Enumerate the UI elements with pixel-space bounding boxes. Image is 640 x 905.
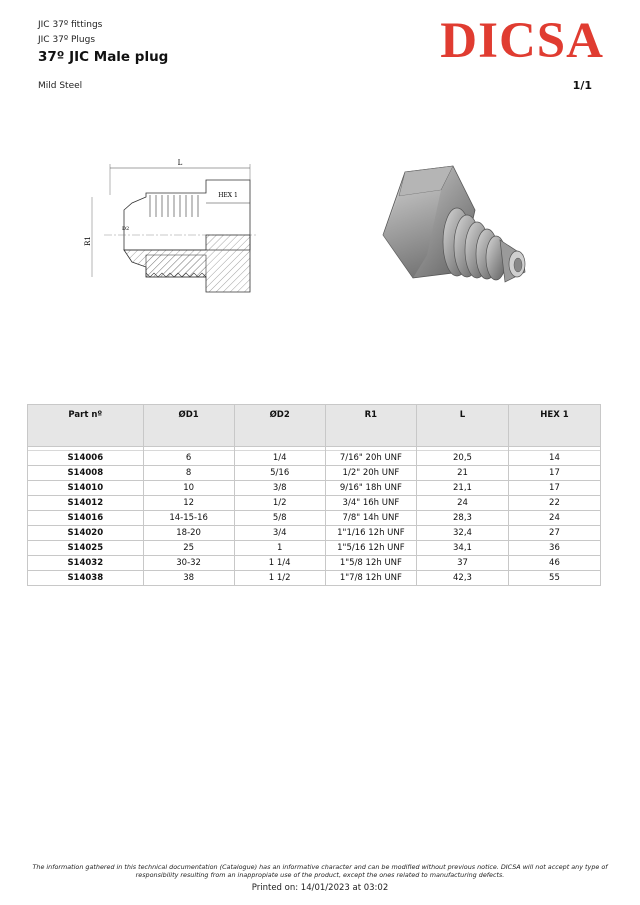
- product-table: [27, 404, 601, 586]
- table-cell: 1 1/2: [234, 571, 325, 586]
- table-cell: 24: [508, 511, 600, 526]
- hex-dimension-label: HEX 1: [218, 192, 238, 199]
- table-header-row: [28, 405, 601, 447]
- table-cell: 17: [508, 481, 600, 496]
- table-cell: 55: [508, 571, 600, 586]
- table-cell: 21: [417, 466, 509, 481]
- table-row: [28, 481, 601, 496]
- page-title: 37º JIC Male plug: [38, 49, 169, 65]
- category-breadcrumb: JIC 37º fittings: [38, 20, 103, 30]
- table-cell: 1/2" 20h UNF: [325, 466, 416, 481]
- table-cell: 1: [234, 541, 325, 556]
- technical-drawing: [84, 155, 264, 295]
- table-cell: 3/8: [234, 481, 325, 496]
- part-number-cell: S14032: [28, 556, 144, 571]
- product-photo: [375, 160, 535, 305]
- table-cell: 36: [508, 541, 600, 556]
- table-cell: 34,1: [417, 541, 509, 556]
- table-cell: 46: [508, 556, 600, 571]
- table-cell: 14-15-16: [143, 511, 234, 526]
- part-number-cell: S14006: [28, 451, 144, 466]
- diameter-dimension-label: D2: [122, 226, 130, 232]
- thread-dimension-label: R1: [84, 236, 92, 246]
- column-header: HEX 1: [508, 405, 600, 447]
- part-number-cell: S14016: [28, 511, 144, 526]
- table-cell: 25: [143, 541, 234, 556]
- page-number: 1/1: [572, 79, 592, 92]
- table-row: [28, 571, 601, 586]
- table-cell: 1"5/16 12h UNF: [325, 541, 416, 556]
- column-header: ØD2: [234, 405, 325, 447]
- table-cell: 17: [508, 466, 600, 481]
- legal-disclaimer: The information gathered in this technical documentation (Catalogue) has an informative character and can be modified without previous notice. DICSA will not accept any type of responsibility resulting from an inappropiate use of the product, except the ones related to manufacturing defects.: [32, 863, 608, 879]
- table-cell: 12: [143, 496, 234, 511]
- table-cell: 27: [508, 526, 600, 541]
- subcategory-breadcrumb: JIC 37º Plugs: [38, 35, 96, 45]
- table-row: [28, 511, 601, 526]
- column-header: L: [417, 405, 509, 447]
- table-cell: 18-20: [143, 526, 234, 541]
- table-cell: 6: [143, 451, 234, 466]
- table-cell: 5/8: [234, 511, 325, 526]
- part-number-cell: S14008: [28, 466, 144, 481]
- table-cell: 7/8" 14h UNF: [325, 511, 416, 526]
- table-row: [28, 526, 601, 541]
- table-cell: 21,1: [417, 481, 509, 496]
- table-cell: 1/4: [234, 451, 325, 466]
- column-header: R1: [325, 405, 416, 447]
- table-cell: 37: [417, 556, 509, 571]
- material-label: Mild Steel: [38, 81, 83, 91]
- length-dimension-label: L: [177, 159, 183, 167]
- table-cell: 3/4: [234, 526, 325, 541]
- part-number-cell: S14012: [28, 496, 144, 511]
- table-cell: 1/2: [234, 496, 325, 511]
- table-cell: 5/16: [234, 466, 325, 481]
- table-cell: 20,5: [417, 451, 509, 466]
- table-cell: 38: [143, 571, 234, 586]
- table-cell: 10: [143, 481, 234, 496]
- table-cell: 30-32: [143, 556, 234, 571]
- part-number-cell: S14025: [28, 541, 144, 556]
- table-cell: 1"5/8 12h UNF: [325, 556, 416, 571]
- table-cell: 7/16" 20h UNF: [325, 451, 416, 466]
- table-cell: 28,3: [417, 511, 509, 526]
- table-cell: 1"7/8 12h UNF: [325, 571, 416, 586]
- table-cell: 3/4" 16h UNF: [325, 496, 416, 511]
- table-cell: 1"1/16 12h UNF: [325, 526, 416, 541]
- table-row: [28, 496, 601, 511]
- table-cell: 1 1/4: [234, 556, 325, 571]
- column-header: Part nº: [28, 405, 144, 447]
- table-cell: 32,4: [417, 526, 509, 541]
- printed-timestamp: Printed on: 14/01/2023 at 03:02: [251, 883, 389, 893]
- table-cell: 24: [417, 496, 509, 511]
- table-row: [28, 466, 601, 481]
- table-cell: 42,3: [417, 571, 509, 586]
- part-number-cell: S14020: [28, 526, 144, 541]
- table-cell: 14: [508, 451, 600, 466]
- table-row: [28, 451, 601, 466]
- table-cell: 9/16" 18h UNF: [325, 481, 416, 496]
- table-cell: 8: [143, 466, 234, 481]
- column-header: ØD1: [143, 405, 234, 447]
- dicsa-logo: DICSA: [440, 13, 604, 69]
- table-row: [28, 556, 601, 571]
- table-cell: 22: [508, 496, 600, 511]
- part-number-cell: S14010: [28, 481, 144, 496]
- part-number-cell: S14038: [28, 571, 144, 586]
- table-row: [28, 541, 601, 556]
